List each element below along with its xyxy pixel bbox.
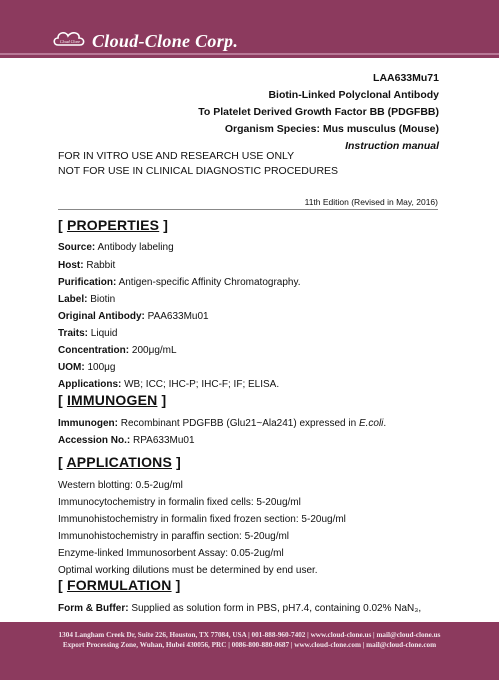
application-line: Western blotting: 0.5-2ug/ml <box>58 480 183 491</box>
header-divider <box>0 53 499 55</box>
footer-address-us: 1304 Langham Creek Dr, Suite 226, Houston, TX 77084, USA | 001-888-960-7402 | www.cloud-clone.us | mail@cloud-clone.us <box>58 631 441 639</box>
header-bar <box>0 0 499 58</box>
application-line: Immunohistochemistry in formalin fixed frozen section: 5-20ug/ml <box>58 514 346 525</box>
property-row: Original Antibody: PAA633Mu01 <box>58 311 209 322</box>
immunogen-title: IMMUNOGEN <box>66 392 158 408</box>
property-row: Applications: WB; ICC; IHC-P; IHC-F; IF; ELISA. <box>58 379 280 390</box>
applications-title: APPLICATIONS <box>66 454 173 470</box>
brand-name: Cloud-Clone Corp. <box>92 31 239 51</box>
section-title-applications: [ APPLICATIONS ] <box>58 454 181 470</box>
product-code: LAA633Mu71 <box>373 72 439 84</box>
property-row: Traits: Liquid <box>58 328 118 339</box>
product-info <box>198 70 439 155</box>
section-title-properties: [ PROPERTIES ] <box>58 217 169 233</box>
application-line: Immunocytochemistry in formalin fixed cells: 5-20ug/ml <box>58 497 301 508</box>
divider <box>58 209 438 210</box>
notice-research: FOR IN VITRO USE AND RESEARCH USE ONLY <box>58 150 295 162</box>
notice-clinical: NOT FOR USE IN CLINICAL DIAGNOSTIC PROCEDURES <box>58 165 339 177</box>
manual-label: Instruction manual <box>345 140 439 152</box>
property-row: Host: Rabbit <box>58 260 116 271</box>
product-name-line1: Biotin-Linked Polyclonal Antibody <box>268 89 439 101</box>
section-title-formulation: [ FORMULATION ] <box>58 577 181 593</box>
immunogen-row: Immunogen: Recombinant PDGFBB (Glu21~Ala241) expressed in E.coli. <box>58 418 387 429</box>
application-line: Immunohistochemistry in paraffin section: 5-20ug/ml <box>58 531 290 542</box>
property-row: Source: Antibody labeling <box>58 242 174 253</box>
accession-row: Accession No.: RPA633Mu01 <box>58 435 195 446</box>
section-title-immunogen: [ IMMUNOGEN ] <box>58 392 167 408</box>
property-row: Purification: Antigen-specific Affinity Chromatography. <box>58 277 301 288</box>
properties-title: PROPERTIES <box>66 217 160 233</box>
property-row: Concentration: 200μg/mL <box>58 345 177 356</box>
formulation-row: Form & Buffer: Supplied as solution form in PBS, pH7.4, containing 0.02% NaN₃, <box>58 603 422 614</box>
application-line: Optimal working dilutions must be determined by end user. <box>58 565 318 576</box>
property-row: Label: Biotin <box>58 294 116 305</box>
footer-address-cn: Export Processing Zone, Wuhan, Hubei 430056, PRC | 0086-800-880-0687 | www.cloud-clone.com | mail@cloud-clone.com <box>62 641 437 649</box>
cloud-logo-icon <box>52 28 88 50</box>
application-line: Enzyme-linked Immunosorbent Assay: 0.05-2ug/ml <box>58 548 284 559</box>
footer-bar <box>0 622 499 680</box>
edition-text: 11th Edition (Revised in May, 2016) <box>304 197 438 207</box>
product-species: Organism Species: Mus musculus (Mouse) <box>224 123 439 135</box>
property-row: UOM: 100μg <box>58 362 116 373</box>
formulation-title: FORMULATION <box>66 577 172 593</box>
svg-text:Cloud Clone: Cloud Clone <box>59 39 81 44</box>
product-name-line2: To Platelet Derived Growth Factor BB (PDGFBB) <box>198 106 439 118</box>
